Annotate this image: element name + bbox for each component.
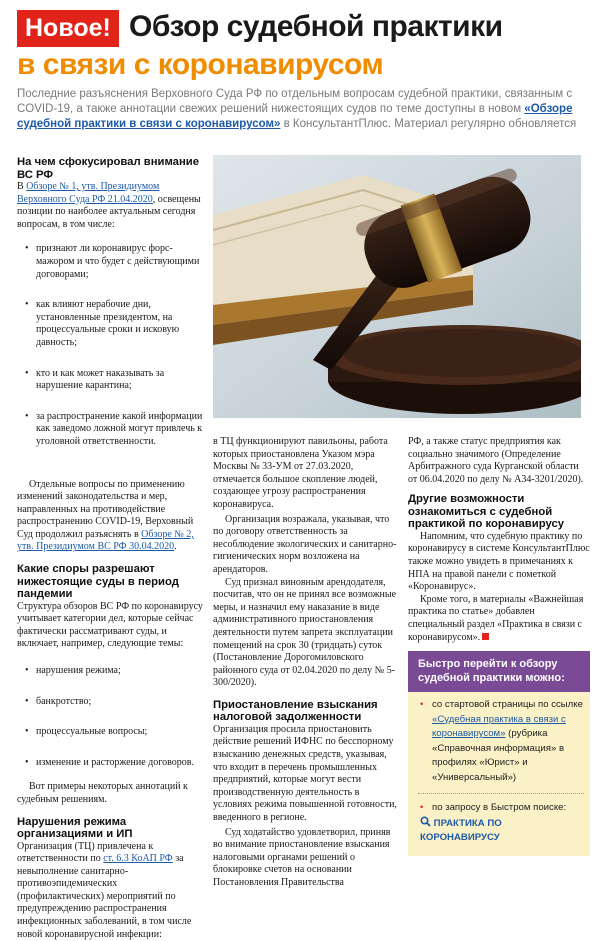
- list-item: • изменение и расторжение договоров.: [17, 757, 205, 770]
- quick-access-title: Быстро перейти к обзору судебной практики можно:: [408, 651, 590, 692]
- list-item: • кто и как может наказывать за нарушение карантина;: [17, 368, 205, 393]
- section-heading: Другие возможности ознакомиться с судебной практикой по коронавирусу: [408, 493, 590, 531]
- paragraph: Отдельные вопросы по применению изменений законодательства и мер, направленных на противодействие распространению COVID-19, Верховный Суд продолжил разъяснять в Обзоре № 2, утв. Президиумом ВС РФ 30.04.2020.: [17, 479, 205, 555]
- section-heading: На чем сфокусировал внимание ВС РФ: [17, 156, 205, 181]
- section-heading: Нарушения режима организациями и ИП: [17, 816, 205, 841]
- paragraph: Организация (ТЦ) привлечена к ответственности по ст. 6.3 КоАП РФ за невыполнение санитарно-противоэпидемических (профилактических) мероприятий по предупреждению распространения инфекционных заболеваний, в том числе новой коронавирусной инфекции:: [17, 841, 205, 941]
- koap-link[interactable]: ст. 6.3 КоАП РФ: [103, 853, 172, 864]
- paragraph: в ТЦ функционируют павильоны, работа которых приостановлена Указом мэра Москвы № 33-УМ от 27.03.2020, отмечается большое скопление людей, создающее угрозу распространения коронавируса.: [213, 436, 400, 512]
- lead-text: Последние разъяснения Верховного Суда РФ по отдельным вопросам судебной практики, связанным с COVID-19, а также аннотации свежих решений нижестоящих судов по теме доступны в новом: [17, 88, 572, 115]
- review-1-link[interactable]: Обзоре № 1, утв. Президиумом Верховного Суда РФ 21.04.2020: [17, 181, 159, 205]
- section-heading: Какие споры разрешают нижестоящие суды в период пандемии: [17, 563, 205, 601]
- paragraph: Суд ходатайство удовлетворил, приняв во внимание приостановление взыскания налоговыми органами решений о блокировке счетов на основании Постановления Правительства: [213, 827, 400, 890]
- list-item: • за распространение какой информации как заведомо ложной могут привлечь к уголовной ответственности.: [17, 411, 205, 449]
- list-item: • со стартовой страницы по ссылке «Судебная практика в связи с коронавирусом» (рубрика «Справочная информация» в профилях «Юрист» и «Универсальный»): [418, 698, 584, 785]
- paragraph: Суд признал виновным арендодателя, посчитав, что он не принял все возможные меры, и назначил ему наказание в виде административного приостановления деятельности путем запрета эксплуатации помещений на срок 30 (тридцать) суток (Постановление Дорогомиловского районного суда от 02.04.2020 по делу № 5-300/2020).: [213, 577, 400, 690]
- list-item: • нарушения режима;: [17, 665, 205, 678]
- paragraph: Кроме того, в материалы «Важнейшая практика по статье» добавлен специальный раздел «Практика в связи с коронавирусом».: [408, 594, 590, 644]
- paragraph: Организация просила приостановить действие решений ИФНС по бесспорному взысканию денежных средств, указывая, что входит в перечень промышленных предприятий, которые могут вести производственную деятельность в условиях режима повышенной готовности, введенного в регионе.: [213, 724, 400, 825]
- end-mark-icon: [482, 633, 489, 640]
- column-1: [17, 156, 205, 941]
- review-link[interactable]: «Обзоре судебной практики в связи с коронавирусом»: [17, 103, 572, 130]
- list-item: • процессуальные вопросы;: [17, 726, 205, 739]
- paragraph: В Обзоре № 1, утв. Президиумом Верховного Суда РФ 21.04.2020, освещены позиции по наиболее актуальным сегодня вопросам, в том числе:: [17, 181, 205, 231]
- quick-search-query[interactable]: [418, 816, 584, 846]
- gavel-photo: [213, 155, 581, 418]
- gavel-icon: [213, 155, 581, 418]
- review-2-link[interactable]: Обзоре № 2, утв. Президиумом ВС РФ 30.04.2020: [17, 529, 194, 553]
- paragraph: Напомним, что судебную практику по коронавирусу в системе КонсультантПлюс также можно увидеть в примечаниях к НПА на правой панели с пометкой «Коронавирус».: [408, 531, 590, 594]
- column-2: [213, 436, 400, 890]
- topics-list: [17, 665, 205, 769]
- paragraph: Вот примеры некоторых аннотаций к судебным решениям.: [17, 781, 205, 806]
- topics-list: [17, 243, 205, 448]
- court-practice-link[interactable]: «Судебная практика в связи с коронавирусом»: [432, 714, 566, 740]
- section-heading: Приостановление взыскания налоговой задолженности: [213, 699, 400, 724]
- column-3: [408, 436, 590, 644]
- page-subtitle: в связи с коронавирусом: [17, 48, 383, 82]
- quick-access-box: [408, 651, 590, 856]
- search-icon: [420, 816, 431, 827]
- paragraph: Организация возражала, указывая, что по договору ответственность за несоблюдение экологических и санитарно-гигиенических норм возложена на арендаторов.: [213, 514, 400, 577]
- list-item: • признают ли коронавирус форс-мажором и что будет с действующими договорами;: [17, 243, 205, 281]
- lead-paragraph: [17, 87, 577, 132]
- list-item: • по запросу в Быстром поиске:: [418, 801, 584, 816]
- divider: [418, 793, 584, 794]
- list-item: • как влияют нерабочие дни, установленные президентом, на процессуальные сроки и исковую давность;: [17, 299, 205, 349]
- new-badge: Новое!: [17, 10, 119, 47]
- paragraph: Структура обзоров ВС РФ по коронавирусу учитывает категории дел, которые сейчас фактически рассматривают суды, и включает, например, следующие темы:: [17, 601, 205, 651]
- lead-tail: в КонсультантПлюс. Материал регулярно обновляется: [280, 118, 576, 130]
- list-item: • банкротство;: [17, 696, 205, 709]
- search-query-text: ПРАКТИКА ПО КОРОНАВИРУСУ: [420, 818, 502, 844]
- paragraph: РФ, а также статус предприятия как социально значимого (Определение Арбитражного суда Курганской области от 06.04.2020 по делу № А34-3201/2020).: [408, 436, 590, 486]
- page-title: Обзор судебной практики: [129, 10, 503, 44]
